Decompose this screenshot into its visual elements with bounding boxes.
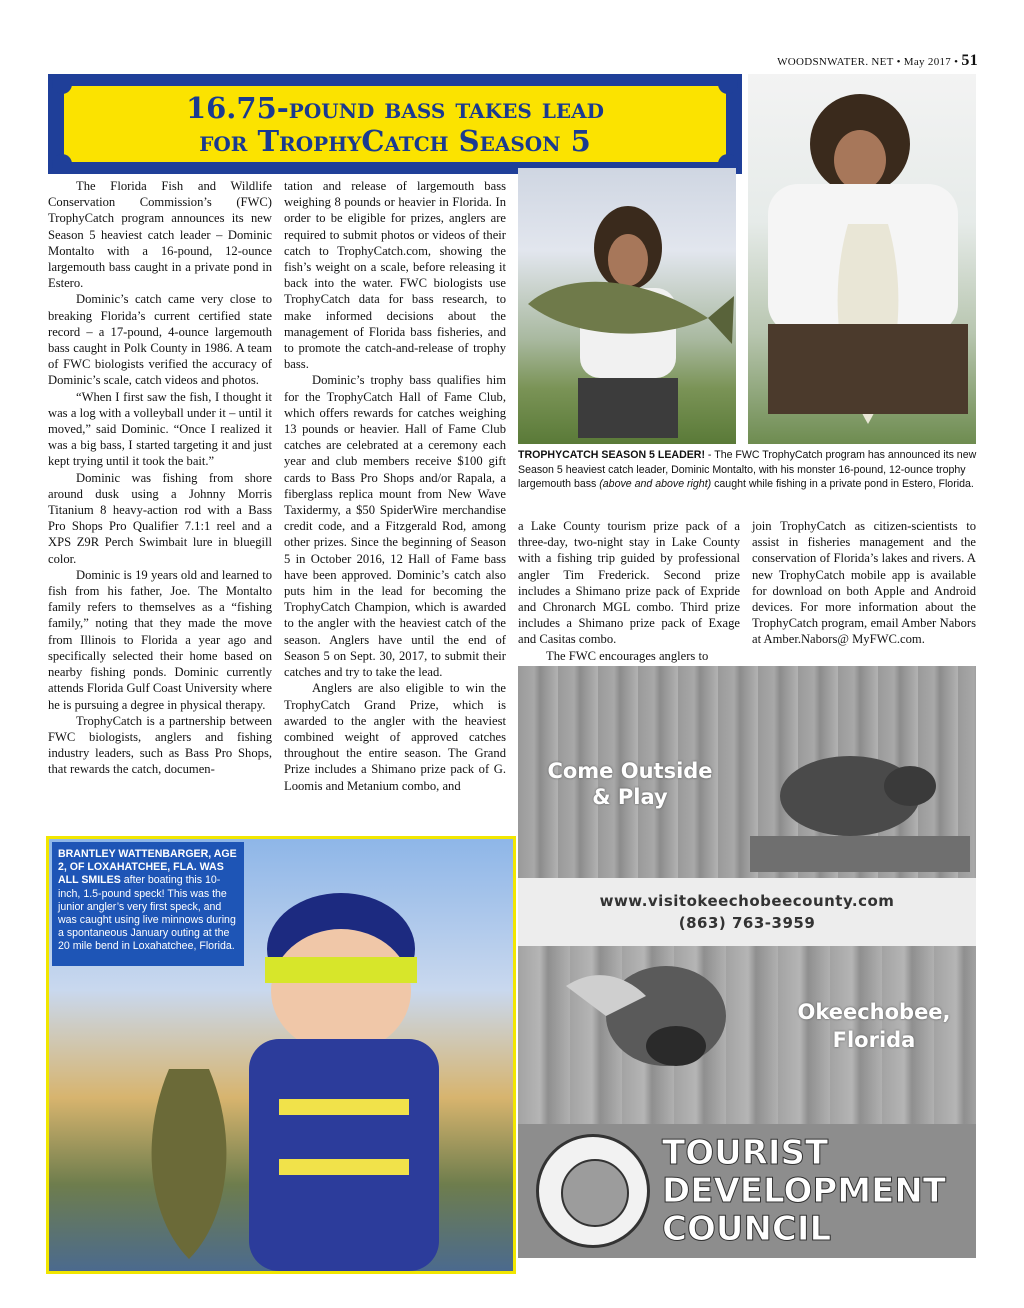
separator: • [896,56,901,68]
corner-notch [52,154,72,174]
caption-lead: TROPHYCATCH SEASON 5 LEADER! [518,449,705,461]
running-header [777,52,978,70]
caption-text-end: caught while fishing in a private pond in Estero, Florida. [711,478,974,491]
child-photo-caption [52,842,244,966]
bass-photo-illustration [748,74,976,444]
photo-caption [518,448,978,492]
ad-location [764,998,976,1054]
paragraph: TrophyCatch is a partnership between FWC biologists, anglers and fishing industry leaders, such as Bass Pro Shops, that rewards the catch, documen- [48,713,272,777]
caption-dash: - [704,449,715,461]
paragraph: Dominic’s catch came very close to breaking Florida’s current certified state record – a 17-pound, 4-ounce largemouth bass caught in Polk County in 1986. A team of FWC biologists verified the accuracy of Dominic’s scale, catch videos and photos. [48,292,272,388]
paragraph: The FWC encourages anglers to [546,648,709,663]
ad-location-line-2: Florida [832,1028,916,1052]
paragraph: The Florida Fish and Wildlife Conservation Commission’s (FWC) TrophyCatch program announces its new Season 5 heaviest catch leader – Dominic Montalto with a 16-pound, 12-ounce largemouth bass caught in a private pond in Estero. [48,179,272,291]
headline-line-1: 16.75-pound bass takes lead [185,91,605,125]
headline-panel [62,84,728,164]
separator: • [954,56,959,68]
paragraph: tation and release of largemouth bass weighing 8 pounds or heavier in Florida. In order to be eligible for prizes, anglers are required to submit photos or videos of their catch to TrophyCatch.com, showing the fish’s weight on a scale, before releasing it back into the water. FWC biologists use TrophyCatch data for bass research, to make informed decisions about the management of Florida bass fisheries, and to promote the catch-and-release of trophy bass. [284,179,506,372]
article-column-1 [48,178,272,778]
ad-website[interactable]: www.visitokeechobeecounty.com [599,892,895,910]
paragraph: “When I first saw the fish, I thought it was a log with a volleyball under it – until it moved,” said Dominic. “Once I realized it was a big bass, I started targeting it and just kept trying until it took the bait.” [48,389,272,469]
hog-photo-illustration [750,686,970,872]
paragraph: Dominic was fishing from shore around dusk using a Johnny Morris Titanium 8 heavy-action rod with a Bass Pro Shops Pro Qualifier 7.1:1 reel and a XPS Z9R Perch Swimbait lure in bluegill color. [48,470,272,566]
council-name-line-1: TOURIST [662,1133,829,1173]
corner-notch [718,74,738,94]
paragraph: Dominic is 19 years old and learned to fish from his father, Joe. The Montalto family refers to themselves as a “fishing family,” noting that they made the move from Illinois to Florida a year ago and specifically selected their home based on nearby fishing ponds. Dominic currently attends Florida Gulf Coast University where he is pursuing a degree in physical therapy. [48,567,272,712]
caption-lead: BRANTLEY WATTENBARGER, AGE 2, OF LOXAHATCHEE, FLA. WAS ALL SMILES [58,848,237,887]
paragraph: a Lake County tourism prize pack of a three-day, two-night stay in Lake County with a fishing trip guided by professional angler Tim Frederick. Second prize includes a Shimano prize pack of Expride and Chronarch MGL combo. Third prize includes a Shimano prize pack of Exage and Casitas combo. [518,519,740,647]
site-name: WOODSNWATER. NET [777,56,894,68]
ad-phone: (863) 763-3959 [678,914,816,932]
council-name [662,1134,962,1248]
council-name-line-2: DEVELOPMENT [662,1171,946,1211]
issue-month: May 2017 [903,56,952,68]
headline-line-2: for TrophyCatch Season 5 [199,124,591,158]
article-column-2 [284,178,506,794]
ad-slogan-line-2: & Play [592,785,668,809]
caption-italic: (above and above right) [599,478,712,491]
corner-notch [52,74,72,94]
ad-location-line-1: Okeechobee, [797,1000,951,1024]
paragraph: Dominic’s trophy bass qualifies him for the TrophyCatch Hall of Fame Club, which offers rewards for catches weighing 13 pounds or heavier. Hall of Fame Club catches are celebrated at a ceremony each year and club members receive $100 gift cards to Bass Pro Shops and/or Rapala, a fiberglass replica mount from New Wave Taxidermy, a $50 SpiderWire merchandise credit code, and a Fitzgerald Rod, among other prizes. Since the beginning of Season 5 in October 2016, 12 Hall of Fame bass have been approved. Dominic’s catch also puts him in the lead for becoming the TrophyCatch Champion, which is awarded to the angler with the heaviest catch of the season. Anglers have until the end of Season 5 on Sept. 30, 2017, to submit their catches and try to take the lead. [284,373,506,680]
okeechobee-tourism-ad [518,666,976,1258]
ad-council-band [518,1124,976,1258]
paragraph: Anglers are also eligible to win the TrophyCatch Grand Prize, which is awarded to the angler with the heaviest combined weight of approved catches throughout the entire season. The Grand Prize includes a Shimano prize pack of G. Loomis and Metanium combo, and [284,681,506,793]
caption-text: The FWC TrophyCatch program has announced its new Season 5 heaviest catch leader, Dominic Montalto, with his monster 16-pound, 12-ounce trophy largemouth bass [518,449,977,491]
article-column-3 [518,518,740,664]
headline [64,86,726,158]
ad-contact-band [518,878,976,946]
photo-angler-holding-bass [748,74,976,444]
headline-banner [48,74,742,174]
county-seal-logo [536,1134,650,1248]
seal-emblem [561,1159,629,1227]
caption-text: after boating this 10-inch, 1.5-pound speck! This was the junior angler’s very first speck, and was caught using live minnows during a spontaneous January outing at the 20 mile bend in Loxahatchee, Florida. [58,874,236,953]
paragraph: join TrophyCatch as citizen-scientists to assist in fisheries management and the conservation of Florida’s lakes and rivers. A new TrophyCatch mobile app is available for download on both Apple and Android devices. For more information about the TrophyCatch program, email Amber Nabors at Amber.Nabors@ MyFWC.com. [752,519,976,647]
council-name-line-3: COUNCIL [662,1209,832,1249]
bass-photo-illustration [518,168,736,444]
bass-photo-illustration [566,946,746,1124]
ad-slogan [530,758,730,810]
page-number: 51 [961,52,978,69]
article-column-4 [752,518,976,648]
ad-slogan-line-1: Come Outside [547,759,713,783]
photo-angler-with-bass [518,168,736,444]
